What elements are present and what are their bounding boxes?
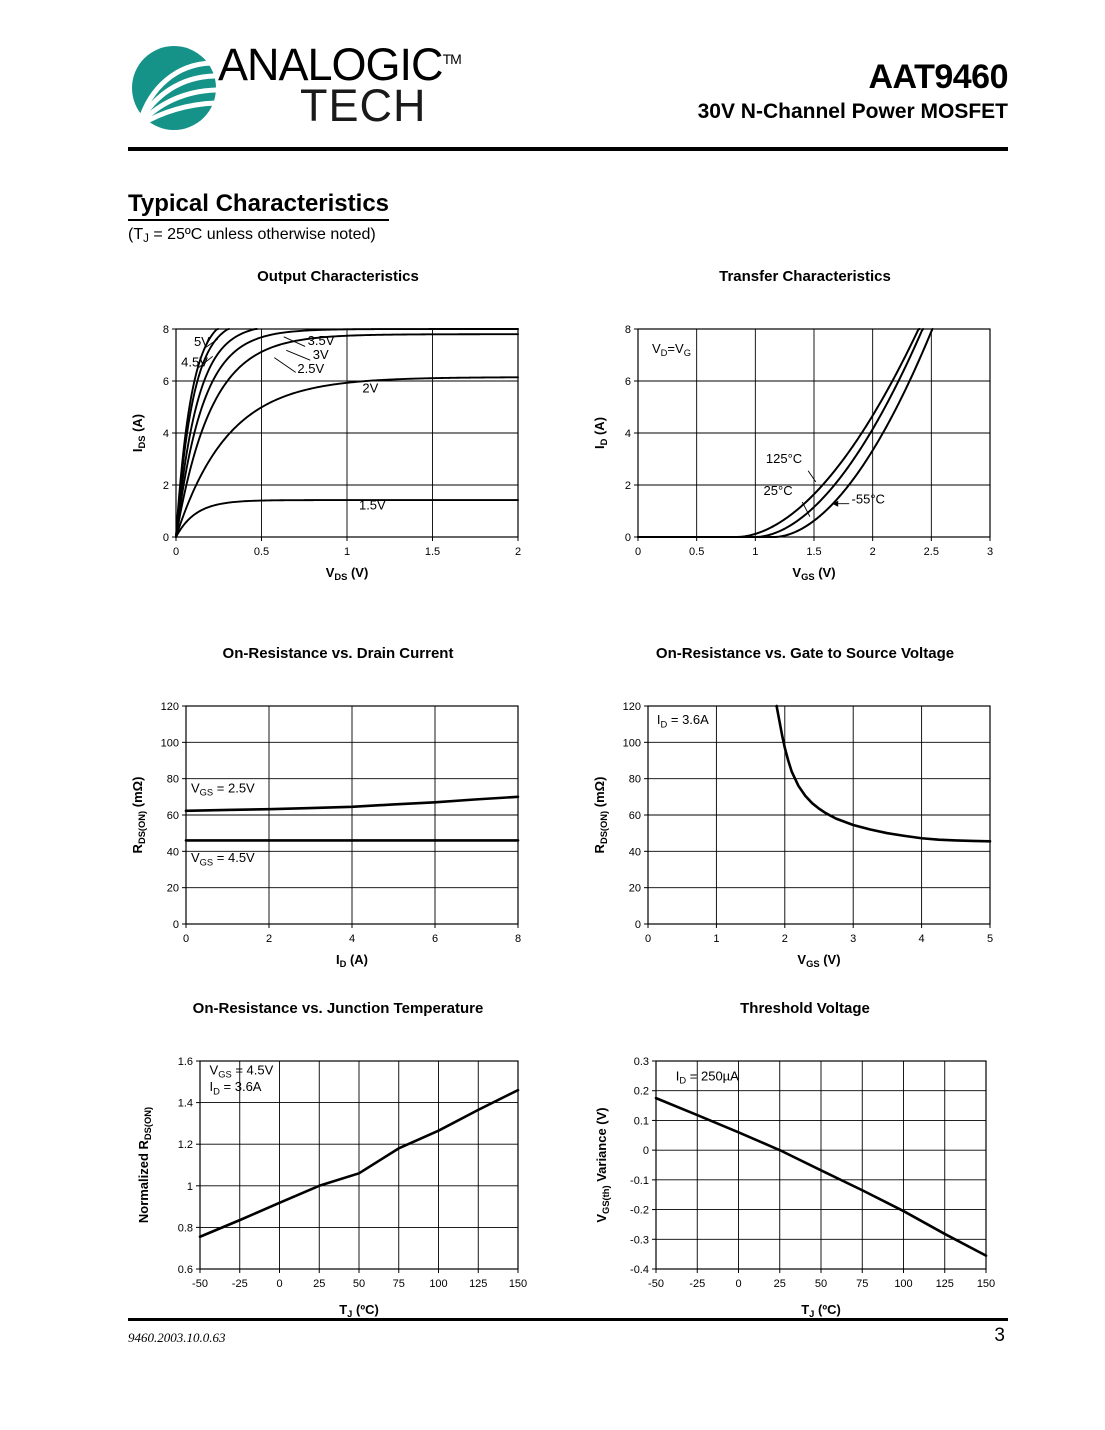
x-tick-label: 1.5 (806, 546, 822, 558)
x-tick-label: 100 (429, 1278, 448, 1290)
x-tick-label: -50 (648, 1278, 664, 1290)
x-tick-label: 2.5 (923, 546, 939, 558)
y-tick-label: 80 (628, 773, 641, 786)
page-header (128, 39, 1008, 149)
chart-title: Transfer Characteristics (719, 268, 891, 285)
y-tick-label: 40 (628, 846, 641, 859)
x-tick-label: 25 (773, 1278, 786, 1290)
x-axis-label: $V_{GS}$ (V) (792, 565, 836, 581)
y-axis-label: $V_{GS(th)}$ Variance (V) (594, 1107, 612, 1223)
x-tick-label: 25 (313, 1278, 326, 1290)
page-subtitle (128, 226, 376, 245)
chart-annotation: 1.5V (358, 497, 386, 513)
x-tick-label: 0 (182, 933, 190, 945)
y-tick-label: 80 (166, 773, 179, 786)
annotation-leader-line (286, 350, 310, 360)
x-tick-label: 3 (850, 933, 857, 945)
x-tick-label: 1 (343, 546, 351, 558)
chart-annotation: 3.5V (307, 333, 335, 349)
y-tick-label: 0.1 (633, 1115, 649, 1128)
subtitle-subscript: J (143, 233, 149, 246)
y-tick-label: 20 (166, 882, 179, 895)
x-tick-label: 1.5 (424, 546, 441, 558)
x-tick-label: 50 (352, 1278, 366, 1290)
chart-plot (590, 1023, 1020, 1318)
y-tick-label: 2 (624, 480, 631, 492)
x-tick-label: 125 (469, 1278, 488, 1290)
brand-wordmark (218, 39, 461, 131)
subtitle-post: = 25ºC unless otherwise noted) (148, 226, 376, 243)
annotation-leader-line (808, 471, 816, 482)
y-tick-label: 0.8 (177, 1222, 193, 1235)
x-tick-label: 150 (508, 1278, 528, 1290)
x-tick-label: 1 (752, 546, 759, 558)
x-tick-label: 0 (172, 546, 180, 558)
y-tick-label: 0 (624, 532, 631, 544)
y-tick-label: 120 (622, 701, 641, 713)
annotation-leader-line (284, 337, 305, 347)
chart-plot (590, 291, 1020, 581)
x-axis-label: $I_D$ (A) (335, 952, 369, 968)
x-tick-label: 100 (894, 1278, 913, 1290)
x-tick-label: 0 (276, 1278, 283, 1290)
y-tick-label: 120 (160, 701, 179, 713)
chart-title: On-Resistance vs. Junction Temperature (192, 1000, 484, 1017)
chart-plot (128, 1023, 548, 1318)
y-tick-label: 1.2 (177, 1139, 193, 1152)
chart-transfer-characteristics (590, 268, 1020, 581)
y-axis-label: $I_{DS}$ (A) (130, 413, 148, 453)
chart-on-resistance-vs-junction-temperature (128, 1000, 548, 1318)
chart-annotation: $I_D = 3.6A$ (656, 712, 709, 730)
part-number: AAT9460 (868, 58, 1008, 96)
chart-title: Output Characteristics (257, 268, 419, 285)
chart-title: On-Resistance vs. Gate to Source Voltage (655, 645, 955, 662)
chart-output-characteristics (128, 268, 548, 581)
x-tick-label: 0 (634, 546, 642, 558)
y-axis-label: $R_{DS(ON)}$ (mΩ) (130, 776, 148, 854)
x-tick-label: 0 (644, 933, 652, 945)
x-tick-label: -50 (192, 1278, 208, 1290)
chart-plot (590, 668, 1020, 968)
chart-annotation: 4.5V (181, 354, 208, 370)
header-rule (128, 147, 1008, 151)
y-tick-label: 60 (628, 810, 641, 822)
y-tick-label: 8 (162, 324, 169, 336)
y-tick-label: -0.2 (630, 1204, 649, 1217)
chart-plot (128, 291, 548, 581)
x-tick-label: 2 (869, 546, 876, 558)
y-tick-label: 0.3 (633, 1056, 649, 1068)
x-axis-label: $V_{DS}$ (V) (325, 565, 369, 581)
x-tick-label: 0.5 (689, 546, 705, 558)
x-tick-label: 6 (431, 933, 439, 945)
chart-plot (128, 668, 548, 968)
chart-title: On-Resistance vs. Drain Current (222, 645, 454, 662)
x-tick-label: 0 (735, 1278, 742, 1290)
x-tick-label: 3 (986, 546, 994, 558)
part-description: 30V N-Channel Power MOSFET (697, 100, 1008, 123)
x-tick-label: 75 (856, 1278, 869, 1290)
x-tick-label: 8 (514, 933, 522, 945)
x-tick-label: 4 (348, 933, 356, 945)
y-tick-label: 0.2 (633, 1085, 649, 1098)
y-tick-label: 0.6 (177, 1264, 193, 1276)
x-tick-label: 5 (986, 933, 994, 945)
y-tick-label: 20 (628, 882, 641, 895)
y-tick-label: 6 (624, 376, 631, 388)
chart-on-resistance-vs-drain-current (128, 645, 548, 968)
x-axis-label: $V_{GS}$ (V) (797, 952, 841, 968)
chart-annotation: $V_{GS} = 4.5V$ (190, 850, 255, 868)
x-axis-label: $T_J$ (ºC) (339, 1302, 379, 1318)
y-tick-label: 0 (642, 1145, 649, 1158)
y-tick-label: 4 (624, 428, 631, 440)
grid-lines (186, 706, 518, 924)
chart-annotation: 2V (362, 380, 379, 396)
x-tick-label: 2 (781, 933, 788, 945)
footer-rule (128, 1318, 1008, 1321)
analogic-tech-logo (128, 39, 461, 144)
y-tick-label: 60 (166, 810, 179, 822)
chart-annotation: $I_D = 250\mu A$ (675, 1068, 739, 1086)
data-curve (777, 706, 990, 841)
x-tick-label: 50 (814, 1278, 828, 1290)
chart-threshold-voltage (590, 1000, 1020, 1318)
chart-title: Threshold Voltage (740, 1000, 870, 1017)
chart-annotation: 125°C (765, 450, 803, 466)
chart-note: $V_D=V_G$ (652, 341, 691, 359)
y-tick-label: 100 (622, 737, 641, 750)
chart-annotation: $V_{GS} = 4.5V$ (209, 1062, 274, 1080)
y-tick-label: 0 (172, 919, 179, 931)
y-axis-label: $R_{DS(ON)}$ (mΩ) (592, 776, 610, 854)
y-tick-label: 1 (186, 1180, 193, 1193)
x-tick-label: 150 (976, 1278, 996, 1290)
y-tick-label: 0 (162, 532, 169, 544)
y-axis-label: $I_D$ (A) (592, 416, 610, 450)
x-tick-label: -25 (231, 1278, 248, 1290)
y-tick-label: 8 (624, 324, 631, 336)
chart-annotation: 5V (193, 333, 210, 349)
chart-annotation: 2.5V (297, 361, 325, 377)
x-tick-label: -25 (689, 1278, 706, 1290)
chart-on-resistance-vs-gate-source-voltage (590, 645, 1020, 968)
y-tick-label: 0 (634, 919, 641, 931)
x-tick-label: 1 (713, 933, 720, 945)
page-title: Typical Characteristics (128, 190, 389, 221)
y-axis-label: Normalized $R_{DS(ON)}$ (136, 1106, 154, 1224)
y-tick-label: 40 (166, 846, 179, 859)
chart-annotation: -55°C (851, 491, 885, 507)
y-tick-label: -0.4 (630, 1264, 649, 1276)
x-tick-label: 4 (918, 933, 925, 945)
trademark-symbol: TM (442, 51, 461, 67)
x-tick-label: 75 (392, 1278, 405, 1290)
chart-annotation: 25°C (763, 482, 793, 498)
x-tick-label: 0.5 (253, 546, 270, 558)
y-tick-label: 4 (162, 428, 169, 440)
page-number: 3 (994, 1325, 1005, 1346)
brand-subname: TECH (300, 80, 427, 131)
y-tick-label: -0.3 (630, 1234, 649, 1247)
x-tick-label: 2 (514, 546, 522, 558)
document-code: 9460.2003.10.0.63 (128, 1330, 226, 1345)
brand-name: ANALOGIC (218, 39, 443, 90)
subtitle-pre: (T (128, 226, 144, 243)
y-tick-label: 1.6 (177, 1056, 193, 1068)
y-tick-label: 100 (160, 737, 179, 750)
y-tick-label: 6 (162, 376, 169, 388)
chart-annotation: 3V (312, 346, 329, 362)
annotation-leader-line (274, 358, 295, 373)
chart-annotation: $V_{GS} = 2.5V$ (190, 780, 255, 798)
y-tick-label: 1.4 (177, 1097, 193, 1110)
grid-lines (648, 706, 990, 924)
x-tick-label: 125 (935, 1278, 954, 1290)
grid-lines (656, 1061, 986, 1269)
chart-annotation: $I_D = 3.6A$ (209, 1079, 262, 1097)
y-tick-label: 2 (162, 480, 169, 492)
x-tick-label: 2 (265, 933, 273, 945)
x-axis-label: $T_J$ (ºC) (801, 1302, 841, 1318)
y-tick-label: -0.1 (630, 1174, 649, 1187)
